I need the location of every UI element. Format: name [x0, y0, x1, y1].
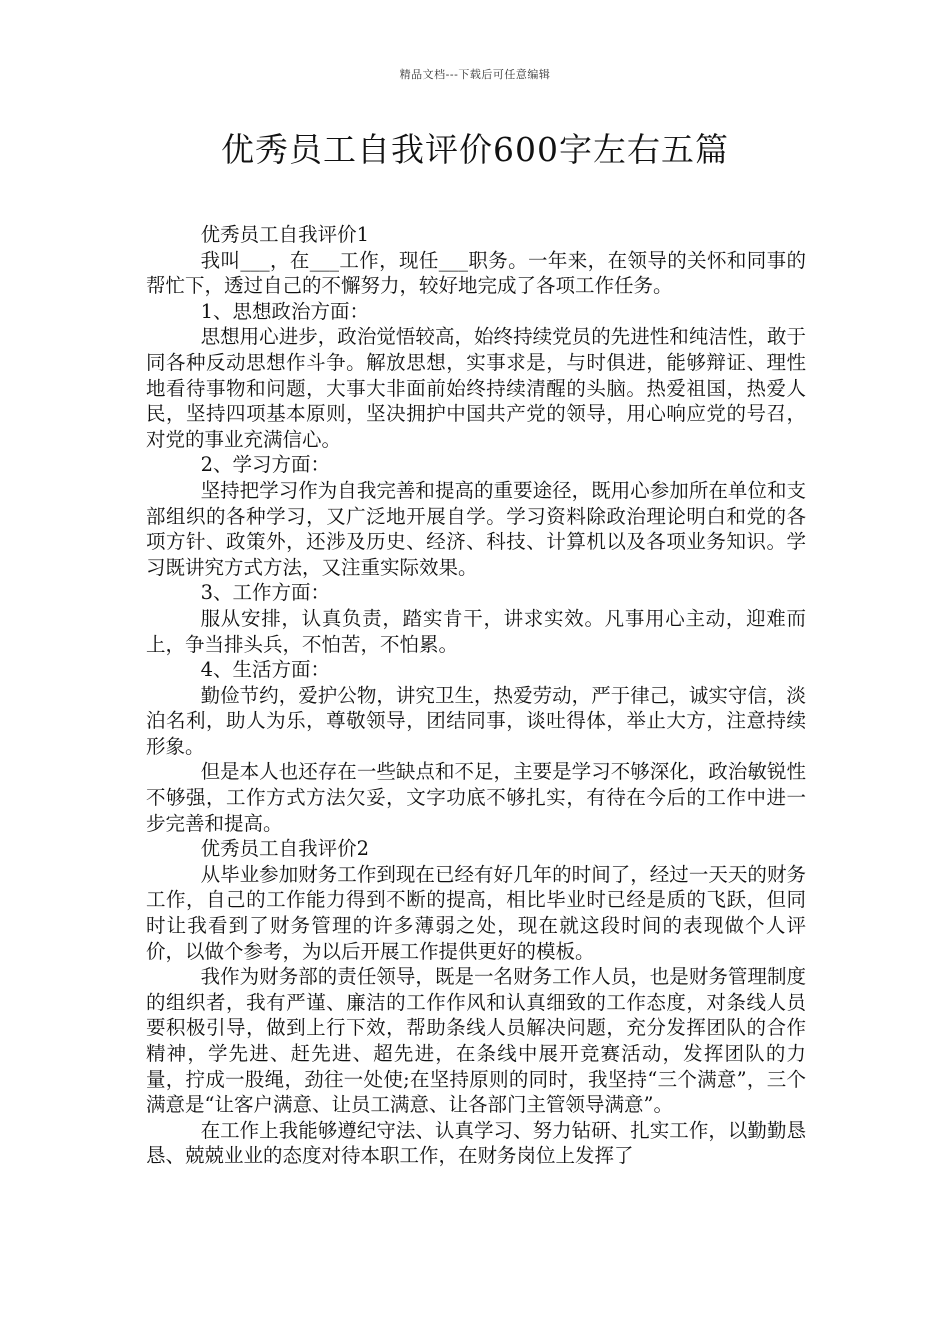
- paragraph: 从毕业参加财务工作到现在已经有好几年的时间了，经过一天天的财务工作，自己的工作能力得到不断的提高，相比毕业时已经是质的飞跃，但同时让我看到了财务管理的许多薄弱之处，现在就这段时间的表现做个人评价，以做个参考，为以后开展工作提供更好的模板。: [146, 862, 806, 963]
- document-body: [146, 222, 806, 1169]
- section-heading: 优秀员工自我评价2: [200, 837, 370, 861]
- subsection-heading: 1、思想政治方面：: [200, 299, 370, 323]
- paragraph: 思想用心进步，政治觉悟较高，始终持续党员的先进性和纯洁性，敢于同各种反动思想作斗争。解放思想，实事求是，与时俱进，能够辩证、理性地看待事物和问题，大事大非面前始终持续清醒的头脑。热爱祖国，热爱人民，坚持四项基本原则，坚决拥护中国共产党的领导，用心响应党的号召，对党的事业充满信心。: [146, 325, 806, 451]
- subsection-heading: 3、工作方面：: [200, 581, 331, 605]
- document-title: 优秀员工自我评价600字左右五篇: [221, 130, 729, 169]
- paragraph: 在工作上我能够遵纪守法、认真学习、努力钻研、扎实工作，以勤勤恳恳、兢兢业业的态度对待本职工作，在财务岗位上发挥了: [146, 1118, 806, 1168]
- paragraph: 我作为财务部的责任领导，既是一名财务工作人员，也是财务管理制度的组织者，我有严谨、廉洁的工作作风和认真细致的工作态度，对条线人员要积极引导，做到上行下效，帮助条线人员解决问题，充分发挥团队的合作精神，学先进、赶先进、超先进，在条线中展开竞赛活动，发挥团队的力量，拧成一股绳，劲往一处使;在坚持原则的同时，我坚持“三个满意”，三个满意是“让客户满意、让员工满意、让各部门主管领导满意”。: [146, 965, 806, 1117]
- paragraph: 但是本人也还存在一些缺点和不足，主要是学习不够深化，政治敏锐性不够强，工作方式方法欠妥，文字功底不够扎实，有待在今后的工作中进一步完善和提高。: [146, 760, 806, 835]
- paragraph: 我叫___，在___工作，现任___职务。一年来，在领导的关怀和同事的帮忙下，透过自己的不懈努力，较好地完成了各项工作任务。: [146, 248, 806, 298]
- section-heading: 优秀员工自我评价1: [200, 223, 370, 246]
- subsection-heading: 4、生活方面：: [200, 658, 331, 682]
- paragraph: 坚持把学习作为自我完善和提高的重要途径，既用心参加所在单位和支部组织的各种学习，又广泛地开展自学。学习资料除政治理论明白和党的各项方针、政策外，还涉及历史、经济、科技、计算机以及各项业务知识。学习既讲究方式方法，又注重实际效果。: [146, 478, 806, 579]
- header-note: 精品文档---下载后可任意编辑: [399, 68, 551, 81]
- subsection-heading: 2、学习方面：: [200, 453, 331, 477]
- paragraph: 勤俭节约，爱护公物，讲究卫生，热爱劳动，严于律己，诚实守信，淡泊名利，助人为乐，尊敬领导，团结同事，谈吐得体，举止大方，注意持续形象。: [146, 683, 806, 758]
- paragraph: 服从安排，认真负责，踏实肯干，讲求实效。凡事用心主动，迎难而上，争当排头兵，不怕苦，不怕累。: [146, 606, 806, 656]
